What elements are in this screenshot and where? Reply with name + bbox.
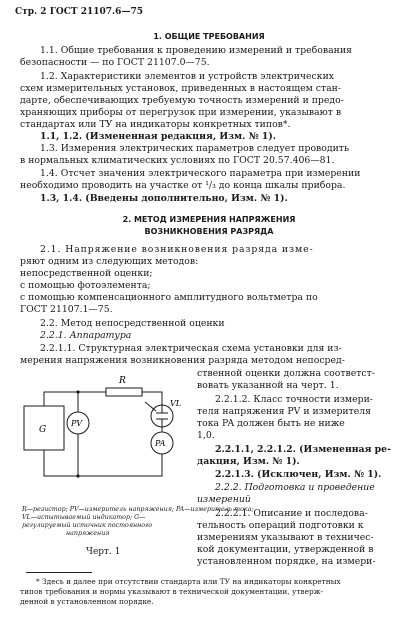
para-1-1-line-2: безопасности — по ГОСТ 21107.0—75.	[20, 57, 210, 68]
page-header: Стр. 2 ГОСТ 21107.6—75	[15, 7, 143, 17]
para-1-2-line-5: стандартах или ТУ на индикаторы конкретных типов*.	[20, 119, 291, 130]
section-2-heading-line-1: 2. МЕТОД ИЗМЕРЕНИЯ НАПРЯЖЕНИЯ	[122, 215, 296, 224]
caption-line-1: R—резистор; PV—измеритель напряжения; PA—измеритель тока;	[22, 506, 254, 513]
label-g: G	[39, 425, 47, 435]
resistor-r	[106, 388, 142, 396]
right-text-line-1: ственной оценки должна соответст-	[197, 368, 375, 379]
amendment-note-1: 1.1, 1.2. (Измененная редакция, Изм. № 1).	[40, 131, 277, 142]
para-2-1-line-1: 2.1. Напряжение возникновения разряда изме-	[40, 244, 314, 255]
para-2-2-1-heading: 2.2.1. Аппаратура	[40, 330, 132, 341]
right-text-line-5: тока PA должен быть не ниже	[197, 418, 345, 429]
para-1-2-line-3: дарте, обеспечивающих требуемую точность измерений и предо-	[20, 95, 344, 106]
right-text-line-7: 2.2.1.1, 2.2.1.2. (Измененная ре-	[215, 444, 391, 455]
right-text-line-8: дакция, Изм. № 1).	[197, 456, 300, 467]
amendment-note-2: 1.3, 1.4. (Введены дополнительно, Изм. № 1).	[40, 193, 288, 204]
para-1-2-line-1: 1.2. Характеристики элементов и устройств электрических	[40, 71, 335, 82]
figure-title: Черт. 1	[86, 547, 121, 557]
footnote-line-1: * Здесь и далее при отсутствии стандарта или ТУ на индикаторы конкретных	[36, 577, 341, 586]
para-2-2-heading: 2.2. Метод непосредственной оценки	[40, 318, 225, 329]
para-1-4-line-1: 1.4. Отсчет значения электрического параметра при измерении	[40, 168, 361, 179]
method-item-1: непосредственной оценки;	[20, 268, 153, 279]
caption-line-4: напряжения	[66, 530, 110, 537]
para-1-2-line-4: храняющих приборы от перегрузок при измерении, указывают в	[20, 107, 342, 118]
circuit-diagram	[20, 364, 195, 502]
section-1-heading: 1. ОБЩИЕ ТРЕБОВАНИЯ	[153, 32, 265, 41]
para-1-4-line-2: необходимо проводить на участке от ¹/₃ до конца шкалы прибора.	[20, 180, 346, 191]
method-item-3-line-1: с помощью компенсационного амплитудного вольтметра по	[20, 292, 318, 303]
right-text-line-10: 2.2.2. Подготовка и проведение	[215, 482, 375, 493]
right-text-line-3: 2.2.1.2. Класс точности измери-	[215, 394, 373, 405]
para-2-1-line-2: ряют одним из следующих методов:	[20, 256, 199, 267]
para-1-2-line-2: схем измерительных установок, приведенных в настоящем стан-	[20, 83, 342, 94]
para-2-2-1-1-line-1: 2.2.1.1. Структурная электрическая схема установки для из-	[40, 343, 342, 354]
para-1-3-line-1: 1.3. Измерения электрических параметров следует проводить	[40, 143, 350, 154]
right-text-line-6: 1,0.	[197, 430, 215, 441]
right-text-line-14: измерениям указывают в техничес-	[197, 532, 374, 543]
right-text-line-12: 2.2.2.1. Описание и последова-	[215, 508, 368, 519]
footnote-line-2: типов требования и нормы указывают в технической документации, утверж-	[20, 587, 324, 596]
caption-line-2: VL—испытываемый индикатор; G—	[22, 514, 146, 521]
right-text-line-13: тельность операций подготовки к	[197, 520, 364, 531]
method-item-3-line-2: ГОСТ 21107.1—75.	[20, 304, 113, 315]
label-pv: PV	[71, 419, 83, 428]
footnote-rule	[26, 572, 92, 573]
caption-line-3: регулируемый источник постоянного	[22, 522, 153, 529]
label-vl: VL	[170, 399, 182, 408]
right-text-line-15: кой документации, утвержденной в	[197, 544, 374, 555]
right-text-line-2: вовать указанной на черт. 1.	[197, 380, 339, 391]
right-text-line-9: 2.2.1.3. (Исключен, Изм. № 1).	[215, 469, 382, 480]
label-r: R	[119, 376, 126, 386]
right-text-line-16: установленном порядке, на измери-	[197, 556, 376, 567]
footnote-line-3: денной в установленном порядке.	[20, 597, 154, 606]
right-text-line-11: измерений	[197, 494, 251, 505]
para-1-3-line-2: в нормальных климатических условиях по ГОСТ 20.57.406—81.	[20, 155, 335, 166]
para-2-2-1-1-line-2: мерения напряжения возникновения разряда методом непосред-	[20, 355, 345, 366]
label-pa: PA	[155, 439, 166, 448]
para-1-1-line-1: 1.1. Общие требования к проведению измерений и требования	[40, 45, 352, 56]
method-item-2: с помощью фотоэлемента;	[20, 280, 151, 291]
section-2-heading-line-2: ВОЗНИКНОВЕНИЯ РАЗРЯДА	[144, 227, 274, 236]
right-text-line-4: теля напряжения PV и измерителя	[197, 406, 372, 417]
